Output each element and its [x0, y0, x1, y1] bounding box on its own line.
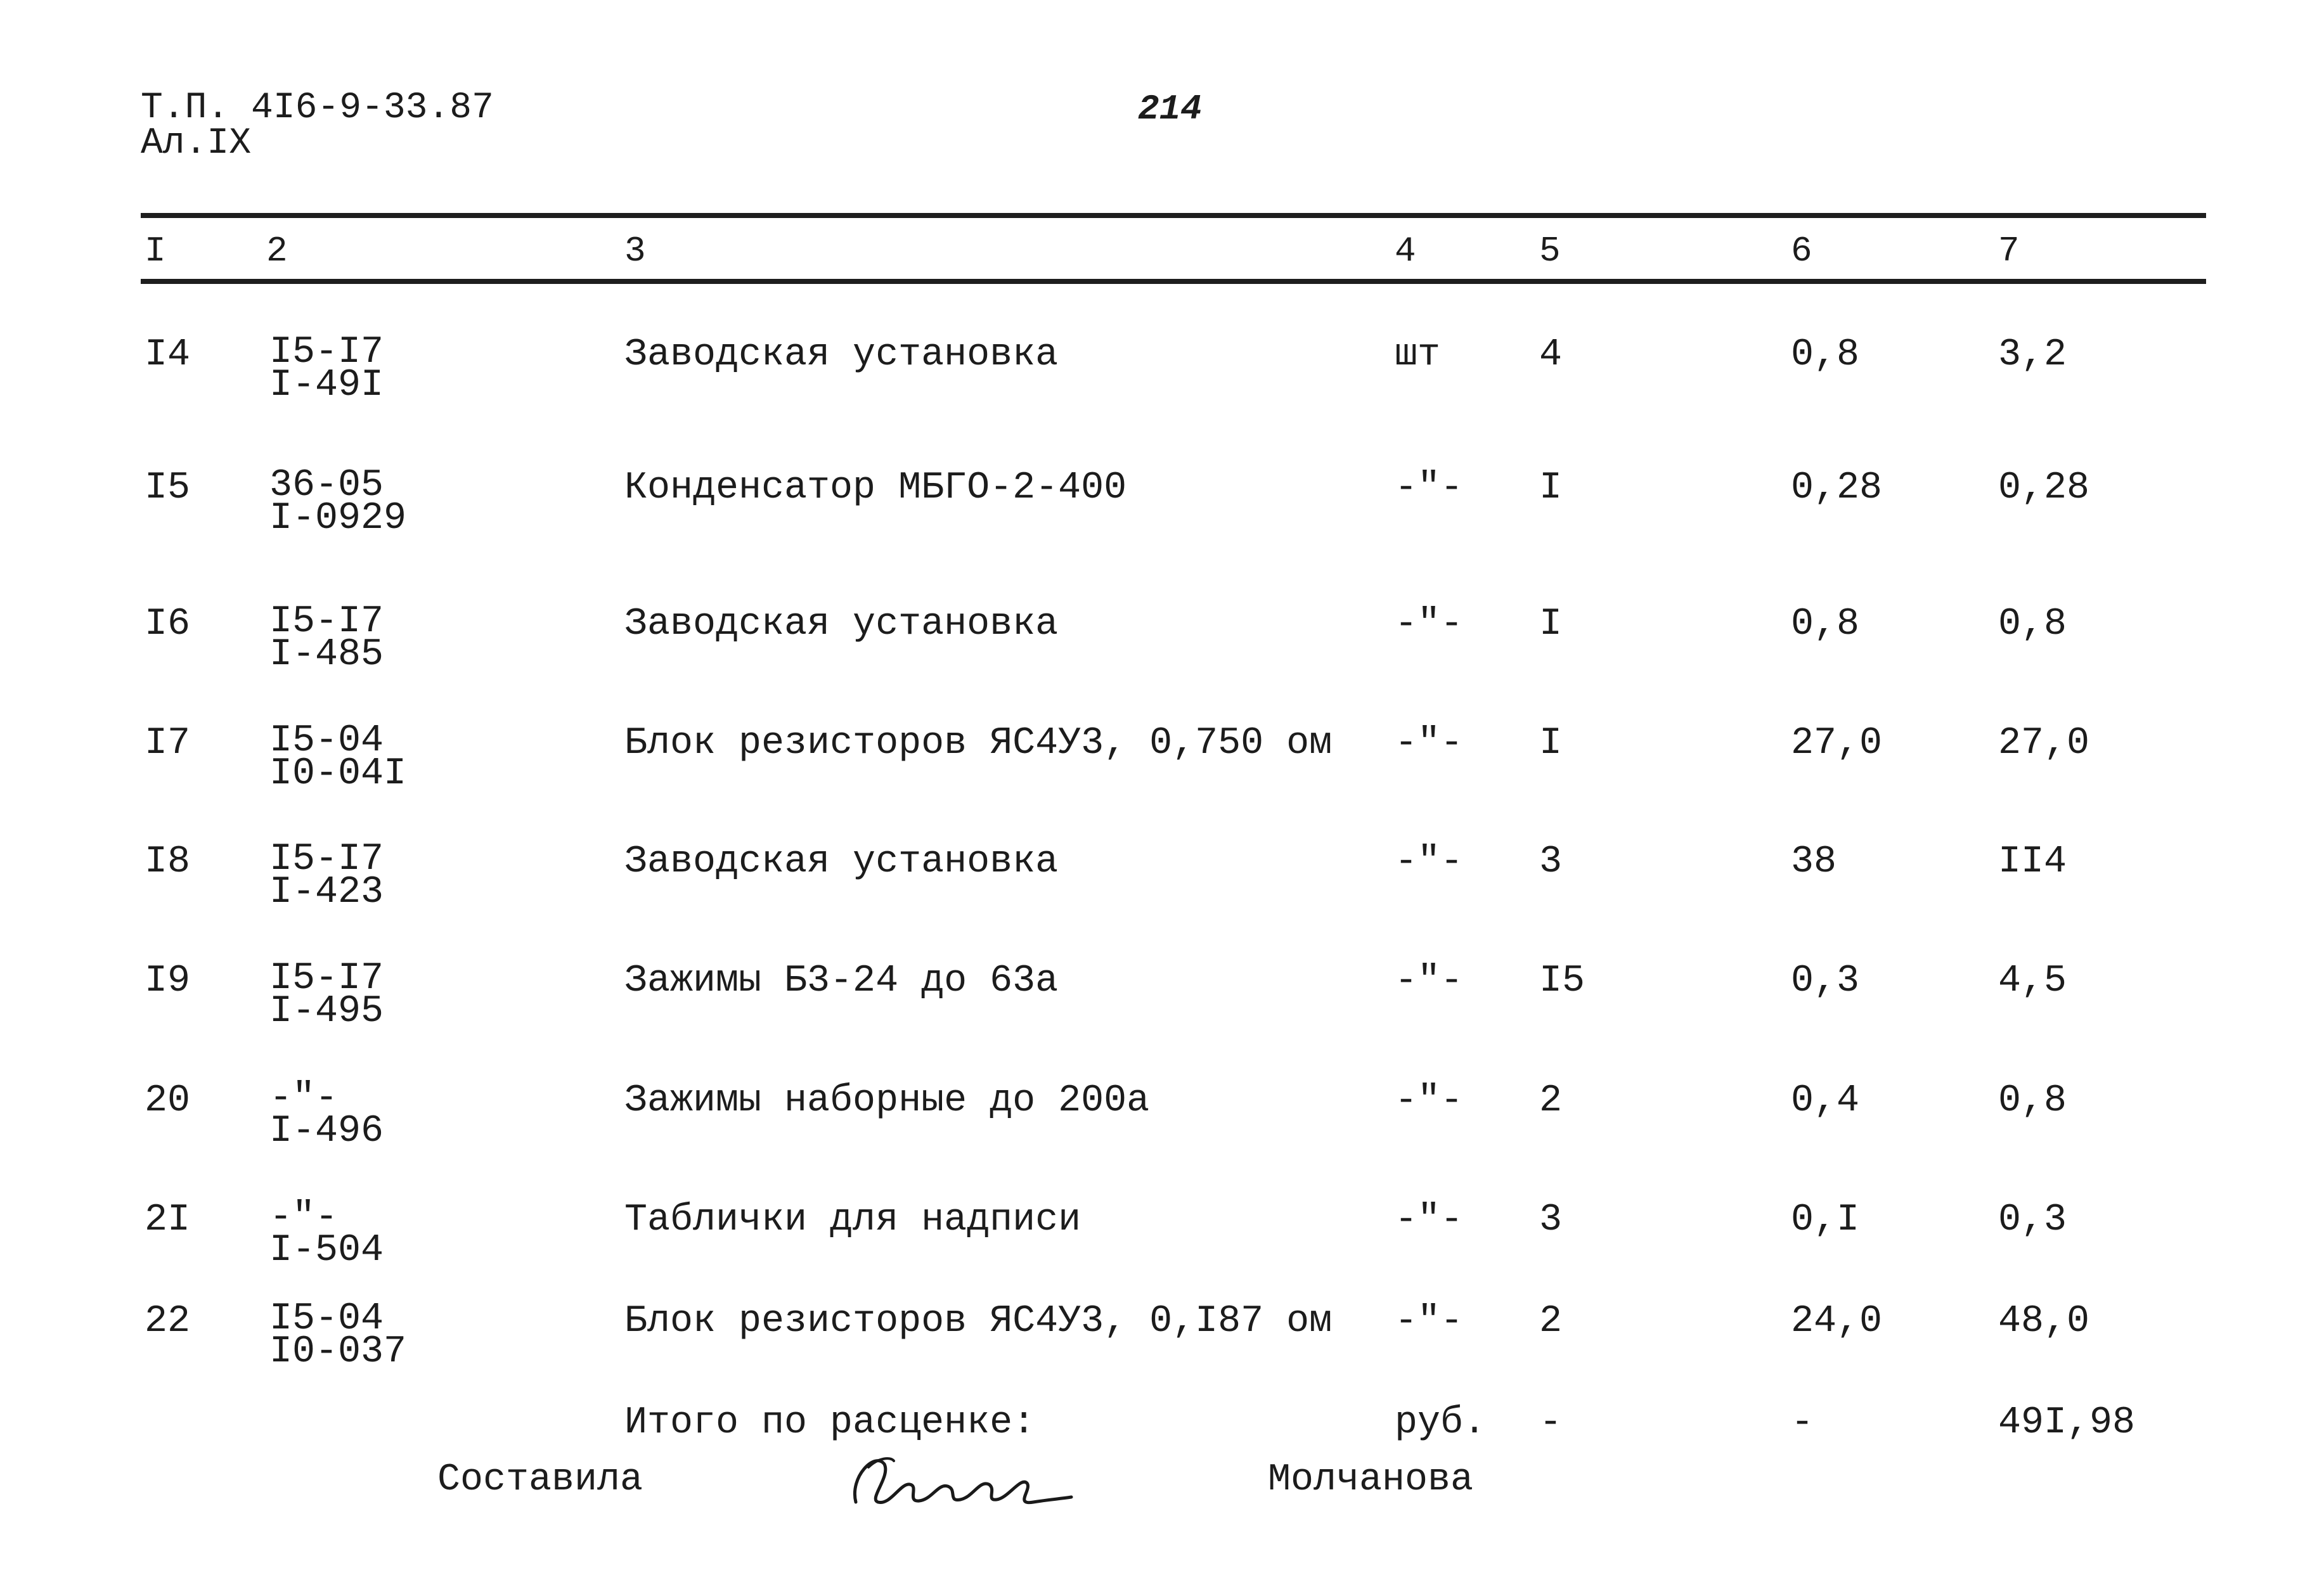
row-number: I7 [145, 722, 191, 765]
price-code [269, 331, 384, 407]
album-label: Ал.IX [141, 123, 252, 164]
unit-price: 27,0 [1791, 722, 1883, 765]
price-code-line-2: I0-04I [269, 752, 407, 795]
price-code [269, 1196, 384, 1272]
quantity: 3 [1539, 840, 1563, 884]
unit-price: 0,28 [1791, 466, 1883, 510]
row-number: I4 [145, 333, 191, 376]
item-name: Конденсатор МБГО-2-400 [624, 466, 1127, 510]
total: 4,5 [1998, 960, 2067, 1003]
quantity: I [1539, 466, 1563, 510]
quantity: 2 [1539, 1079, 1563, 1122]
unit: -"- [1395, 1199, 1464, 1242]
total: 0,3 [1998, 1199, 2067, 1242]
unit-price: 0,I [1791, 1199, 1860, 1242]
column-header-6: 6 [1791, 231, 1812, 271]
quantity: 4 [1539, 333, 1563, 376]
total-unit: руб. [1395, 1401, 1487, 1444]
total: 0,8 [1998, 1079, 2067, 1122]
price-code-line-2: I-496 [269, 1110, 384, 1153]
row-number: I9 [145, 960, 191, 1003]
item-name: Зажимы Б3-24 до 63а [624, 960, 1059, 1003]
price-code [269, 1077, 384, 1153]
signature [830, 1439, 1097, 1521]
price-code [269, 719, 407, 795]
unit-price: 0,3 [1791, 960, 1860, 1003]
unit-price: 0,8 [1791, 333, 1860, 376]
row-number: I8 [145, 840, 191, 884]
price-code-line-1: I5-I7 [269, 838, 384, 881]
quantity: I [1539, 603, 1563, 646]
item-name: Заводская установка [624, 333, 1059, 376]
total-sum: 49I,98 [1998, 1401, 2136, 1444]
total: 48,0 [1998, 1300, 2090, 1343]
total: 0,8 [1998, 603, 2067, 646]
column-header-7: 7 [1998, 231, 2020, 271]
price-code [269, 600, 384, 676]
compiled-label: Составила [437, 1458, 643, 1501]
quantity: 2 [1539, 1300, 1563, 1343]
unit-price: 0,4 [1791, 1079, 1860, 1122]
item-name: Блок резисторов ЯС4У3, 0,750 ом [624, 722, 1333, 765]
total: II4 [1998, 840, 2067, 884]
total: 27,0 [1998, 722, 2090, 765]
item-name: Заводская установка [624, 840, 1059, 884]
unit-price: 24,0 [1791, 1300, 1883, 1343]
column-header-5: 5 [1539, 231, 1561, 271]
compiler-name: Молчанова [1268, 1458, 1474, 1501]
row-number: I6 [145, 603, 191, 646]
price-code [269, 838, 384, 914]
unit: -"- [1395, 1300, 1464, 1343]
price-code [269, 1297, 407, 1373]
price-code-line-1: 36-05 [269, 464, 384, 507]
price-code-line-2: I-504 [269, 1229, 384, 1272]
price-code-line-1: I5-04 [269, 1297, 384, 1340]
table-header-rule [141, 279, 2206, 284]
quantity: I5 [1539, 960, 1585, 1003]
project-code: Т.П. 4I6-9-33.87 [141, 87, 494, 129]
price-code-line-1: I5-I7 [269, 600, 384, 643]
total: 0,28 [1998, 466, 2090, 510]
column-header-4: 4 [1395, 231, 1416, 271]
unit: -"- [1395, 603, 1464, 646]
item-name: Заводская установка [624, 603, 1059, 646]
item-name: Блок резисторов ЯС4У3, 0,I87 ом [624, 1300, 1333, 1343]
row-number: 22 [145, 1300, 191, 1343]
quantity: 3 [1539, 1199, 1563, 1242]
price-code-line-1: -"- [269, 1077, 339, 1120]
price-code [269, 464, 407, 540]
price-code-line-2: I-485 [269, 633, 384, 676]
price-code-line-1: I5-04 [269, 719, 384, 762]
item-name: Зажимы наборные до 200а [624, 1079, 1150, 1122]
unit: шт [1395, 333, 1441, 376]
price-code-line-1: I5-I7 [269, 957, 384, 1000]
price-code-line-1: -"- [269, 1196, 339, 1239]
price-code-line-2: I-423 [269, 871, 384, 914]
unit: -"- [1395, 960, 1464, 1003]
total-label: Итого по расценке: [624, 1401, 1036, 1444]
item-name: Таблички для надписи [624, 1199, 1081, 1242]
unit-price: 0,8 [1791, 603, 1860, 646]
price-code-line-2: I-49I [269, 364, 384, 407]
total-price: - [1791, 1401, 1814, 1444]
unit: -"- [1395, 722, 1464, 765]
unit-price: 38 [1791, 840, 1837, 884]
price-code-line-2: I-495 [269, 990, 384, 1033]
quantity: I [1539, 722, 1563, 765]
column-header-3: 3 [624, 231, 646, 271]
price-code-line-2: I0-037 [269, 1330, 407, 1373]
page-number: 214 [1138, 89, 1202, 129]
unit: -"- [1395, 1079, 1464, 1122]
column-header-2: 2 [266, 231, 288, 271]
unit: -"- [1395, 466, 1464, 510]
total-qty: - [1539, 1401, 1563, 1444]
row-number: 20 [145, 1079, 191, 1122]
unit: -"- [1395, 840, 1464, 884]
price-code-line-1: I5-I7 [269, 331, 384, 374]
column-header-1: I [145, 231, 166, 271]
price-code-line-2: I-0929 [269, 497, 407, 540]
total: 3,2 [1998, 333, 2067, 376]
price-code [269, 957, 384, 1033]
row-number: 2I [145, 1199, 191, 1242]
row-number: I5 [145, 466, 191, 510]
table-top-rule [141, 213, 2206, 218]
